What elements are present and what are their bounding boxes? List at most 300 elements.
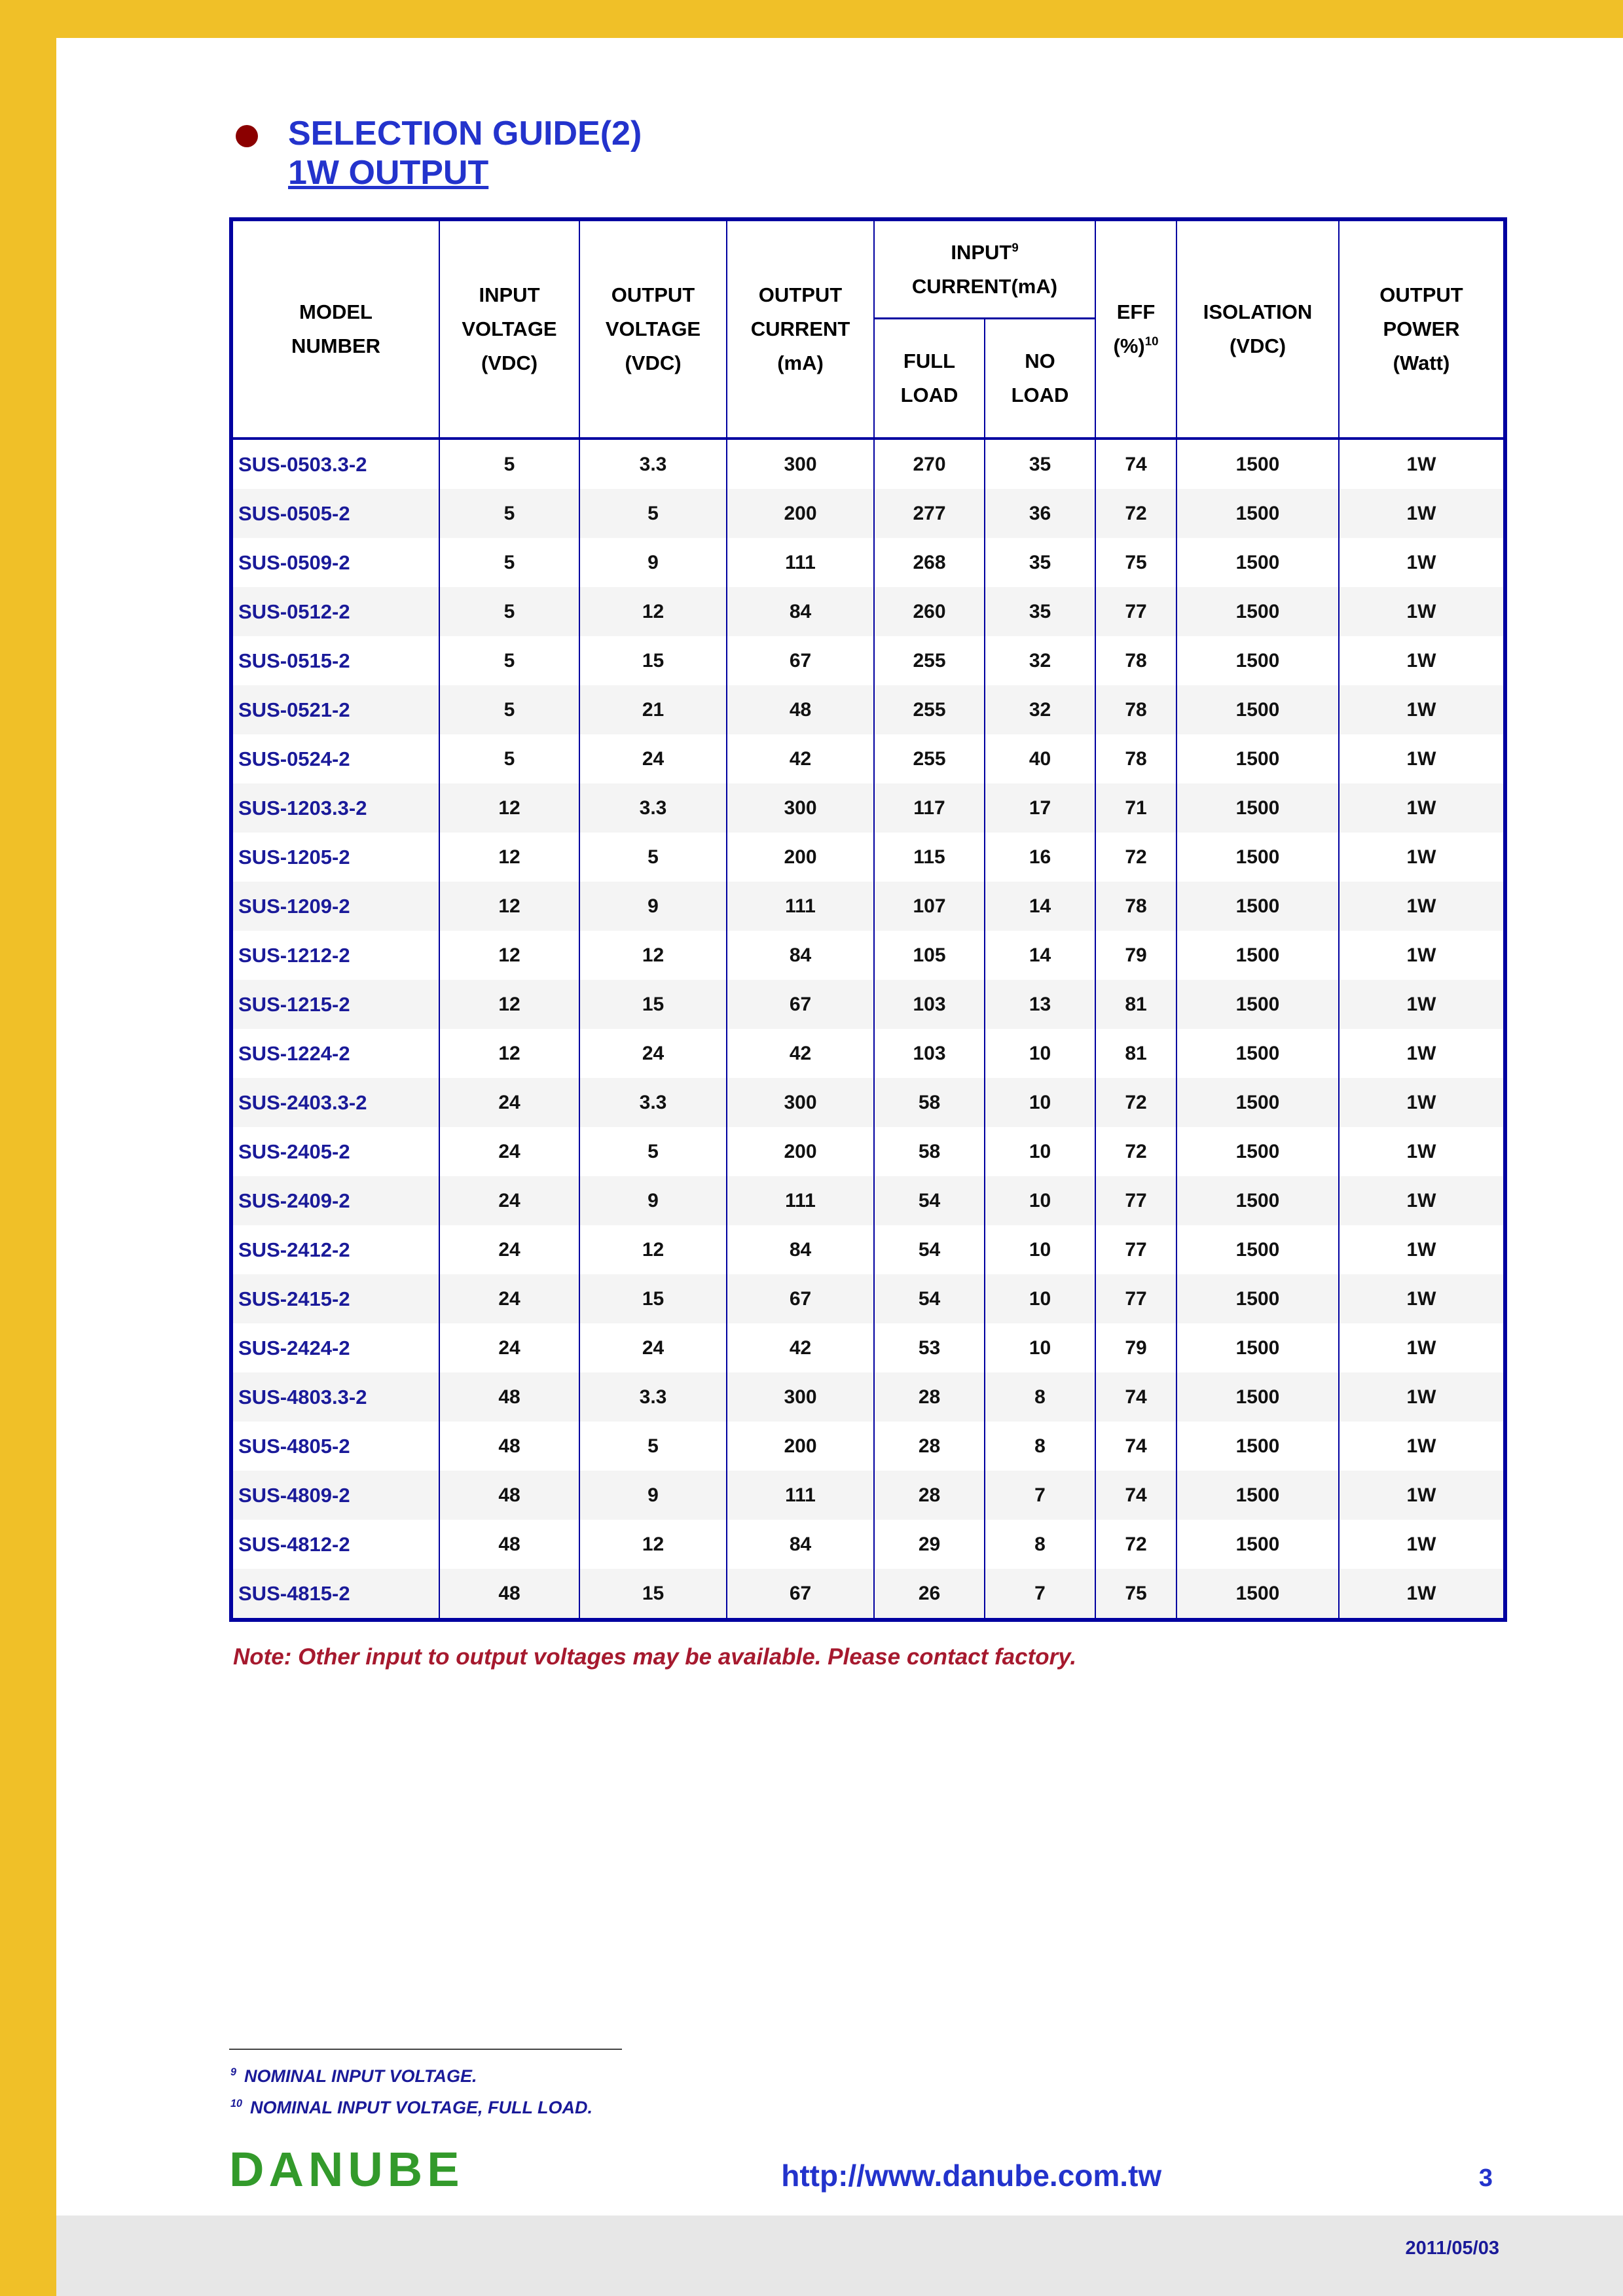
cell-model-number: SUS-0505-2	[233, 489, 440, 538]
cell-input-current-no-load: 8	[985, 1372, 1096, 1422]
cell-output-power: 1W	[1406, 1189, 1436, 1211]
cell-output-power: 1W	[1406, 1042, 1436, 1064]
danube-logo: DANUBE	[229, 2142, 464, 2197]
cell-output-current: 111	[727, 1471, 875, 1520]
cell-output-power: 1W	[1406, 1091, 1436, 1113]
cell-input-current-no-load: 35	[985, 587, 1096, 636]
cell-output-power: 1W	[1406, 600, 1436, 622]
cell-input-current-full-load: 53	[875, 1323, 985, 1372]
cell-input-voltage: 12	[440, 833, 580, 882]
cell-output-power: 1W	[1406, 551, 1436, 573]
cell-input-voltage: 5	[440, 685, 580, 734]
table-row	[233, 1225, 1503, 1274]
cell-input-current-no-load: 10	[985, 1029, 1096, 1078]
cell-input-voltage: 24	[440, 1274, 580, 1323]
cell-eff: 81	[1096, 980, 1177, 1029]
header-input-voltage	[440, 221, 580, 437]
cell-output-voltage: 15	[580, 1569, 727, 1618]
header-line: LOAD	[1011, 384, 1069, 406]
cell-isolation: 1500	[1177, 1176, 1340, 1225]
cell-input-current-no-load: 32	[985, 636, 1096, 685]
cell-input-current-no-load: 10	[985, 1127, 1096, 1176]
header-line: OUTPUT	[611, 283, 695, 306]
cell-output-voltage: 12	[580, 1225, 727, 1274]
table-row	[233, 931, 1503, 980]
cell-output-voltage: 3.3	[580, 440, 727, 489]
header-line: INPUT	[479, 283, 540, 306]
cell-input-current-no-load: 13	[985, 980, 1096, 1029]
cell-model-number: SUS-2409-2	[233, 1176, 440, 1225]
cell-output-power: 1W	[1406, 895, 1436, 917]
revision-date: 2011/05/03	[1405, 2238, 1499, 2259]
footnote-text: NOMINAL INPUT VOLTAGE, FULL LOAD.	[250, 2098, 593, 2117]
header-model-number	[233, 221, 440, 437]
cell-isolation: 1500	[1177, 1127, 1340, 1176]
cell-model-number: SUS-2405-2	[233, 1127, 440, 1176]
table-row	[233, 1127, 1503, 1176]
cell-model-number: SUS-1203.3-2	[233, 783, 440, 833]
header-line: EFF	[1116, 300, 1156, 323]
cell-output-voltage: 24	[580, 1323, 727, 1372]
cell-input-current-no-load: 10	[985, 1176, 1096, 1225]
cell-model-number: SUS-0515-2	[233, 636, 440, 685]
cell-input-current-full-load: 255	[875, 734, 985, 783]
cell-output-voltage: 24	[580, 734, 727, 783]
cell-input-current-full-load: 54	[875, 1176, 985, 1225]
cell-output-power: 1W	[1406, 1287, 1436, 1310]
header-line: LOAD	[900, 384, 958, 406]
cell-isolation: 1500	[1177, 931, 1340, 980]
header-full-load	[875, 319, 985, 437]
cell-input-current-full-load: 58	[875, 1078, 985, 1127]
cell-eff: 78	[1096, 636, 1177, 685]
cell-isolation: 1500	[1177, 833, 1340, 882]
footnote-marker: 10	[230, 2098, 243, 2109]
cell-eff: 78	[1096, 734, 1177, 783]
cell-input-voltage: 5	[440, 538, 580, 587]
cell-output-voltage: 5	[580, 1127, 727, 1176]
cell-output-voltage: 12	[580, 587, 727, 636]
cell-input-voltage: 12	[440, 931, 580, 980]
page-frame-left	[0, 0, 56, 2296]
cell-input-voltage: 24	[440, 1127, 580, 1176]
cell-model-number: SUS-0509-2	[233, 538, 440, 587]
cell-eff: 79	[1096, 1323, 1177, 1372]
cell-input-current-no-load: 16	[985, 833, 1096, 882]
header-line: OUTPUT	[758, 283, 843, 306]
cell-model-number: SUS-1205-2	[233, 833, 440, 882]
cell-isolation: 1500	[1177, 440, 1340, 489]
cell-input-current-no-load: 10	[985, 1274, 1096, 1323]
table-header	[233, 221, 1503, 440]
cell-input-current-full-load: 105	[875, 931, 985, 980]
table-row	[233, 882, 1503, 931]
cell-output-current: 111	[727, 882, 875, 931]
cell-eff: 74	[1096, 1372, 1177, 1422]
cell-input-voltage: 24	[440, 1225, 580, 1274]
cell-model-number: SUS-0524-2	[233, 734, 440, 783]
table-row	[233, 1029, 1503, 1078]
cell-model-number: SUS-0521-2	[233, 685, 440, 734]
header-line: VOLTAGE	[462, 317, 557, 340]
cell-isolation: 1500	[1177, 1520, 1340, 1569]
cell-model-number: SUS-1215-2	[233, 980, 440, 1029]
bottom-band	[56, 2215, 1623, 2296]
cell-output-current: 67	[727, 980, 875, 1029]
cell-input-voltage: 24	[440, 1078, 580, 1127]
cell-input-voltage: 12	[440, 783, 580, 833]
cell-input-current-full-load: 54	[875, 1274, 985, 1323]
cell-eff: 72	[1096, 489, 1177, 538]
cell-output-current: 300	[727, 783, 875, 833]
cell-output-voltage: 15	[580, 1274, 727, 1323]
cell-eff: 72	[1096, 1078, 1177, 1127]
cell-output-voltage: 15	[580, 636, 727, 685]
cell-model-number: SUS-2415-2	[233, 1274, 440, 1323]
cell-isolation: 1500	[1177, 783, 1340, 833]
cell-model-number: SUS-4812-2	[233, 1520, 440, 1569]
cell-input-current-full-load: 26	[875, 1569, 985, 1618]
table-row	[233, 1471, 1503, 1520]
cell-isolation: 1500	[1177, 636, 1340, 685]
cell-input-current-no-load: 35	[985, 440, 1096, 489]
cell-output-voltage: 15	[580, 980, 727, 1029]
cell-output-power: 1W	[1406, 1582, 1436, 1604]
table-row	[233, 538, 1503, 587]
cell-output-power: 1W	[1406, 993, 1436, 1015]
cell-model-number: SUS-1209-2	[233, 882, 440, 931]
cell-input-current-full-load: 28	[875, 1422, 985, 1471]
cell-input-current-full-load: 58	[875, 1127, 985, 1176]
cell-input-current-no-load: 14	[985, 931, 1096, 980]
cell-isolation: 1500	[1177, 538, 1340, 587]
cell-output-power: 1W	[1406, 649, 1436, 672]
cell-input-current-no-load: 10	[985, 1078, 1096, 1127]
cell-output-current: 48	[727, 685, 875, 734]
cell-input-current-full-load: 115	[875, 833, 985, 882]
table-row	[233, 980, 1503, 1029]
cell-eff: 75	[1096, 538, 1177, 587]
bullet-icon	[236, 125, 258, 147]
titles	[288, 115, 642, 193]
cell-eff: 77	[1096, 1274, 1177, 1323]
cell-eff: 74	[1096, 1471, 1177, 1520]
cell-input-current-full-load: 260	[875, 587, 985, 636]
table-row	[233, 1323, 1503, 1372]
footnote-divider	[229, 2049, 622, 2050]
cell-input-current-no-load: 36	[985, 489, 1096, 538]
cell-output-current: 42	[727, 1323, 875, 1372]
website-link[interactable]: http://www.danube.com.tw	[781, 2159, 1162, 2193]
cell-model-number: SUS-4803.3-2	[233, 1372, 440, 1422]
cell-input-voltage: 12	[440, 882, 580, 931]
cell-output-current: 67	[727, 1274, 875, 1323]
cell-input-current-no-load: 40	[985, 734, 1096, 783]
cell-output-current: 111	[727, 538, 875, 587]
cell-output-voltage: 12	[580, 1520, 727, 1569]
cell-model-number: SUS-4805-2	[233, 1422, 440, 1471]
table-row	[233, 1520, 1503, 1569]
table-row	[233, 685, 1503, 734]
cell-eff: 81	[1096, 1029, 1177, 1078]
cell-input-voltage: 5	[440, 440, 580, 489]
cell-isolation: 1500	[1177, 1372, 1340, 1422]
header-line: (Watt)	[1393, 351, 1450, 374]
cell-output-current: 42	[727, 734, 875, 783]
selection-table	[229, 217, 1507, 1622]
cell-isolation: 1500	[1177, 980, 1340, 1029]
cell-input-current-no-load: 7	[985, 1471, 1096, 1520]
table-row	[233, 1422, 1503, 1471]
table-row	[233, 1569, 1503, 1618]
note-text: Note: Other input to output voltages may be available. Please contact factory.	[233, 1644, 1077, 1670]
cell-output-current: 84	[727, 587, 875, 636]
cell-input-current-no-load: 7	[985, 1569, 1096, 1618]
footnote-marker: 9	[230, 2066, 237, 2078]
header-output-power	[1340, 221, 1503, 437]
table-row	[233, 833, 1503, 882]
cell-eff: 74	[1096, 440, 1177, 489]
cell-output-voltage: 5	[580, 1422, 727, 1471]
cell-output-current: 67	[727, 636, 875, 685]
header-output-current	[727, 221, 875, 437]
cell-input-current-full-load: 28	[875, 1372, 985, 1422]
cell-isolation: 1500	[1177, 1029, 1340, 1078]
header-input-current-group	[875, 221, 1096, 437]
cell-output-voltage: 9	[580, 1176, 727, 1225]
cell-eff: 72	[1096, 1520, 1177, 1569]
table-row	[233, 587, 1503, 636]
cell-input-current-full-load: 255	[875, 636, 985, 685]
header-line: CURRENT(mA)	[911, 274, 1058, 298]
header-line	[1114, 329, 1159, 363]
cell-input-voltage: 5	[440, 489, 580, 538]
cell-output-voltage: 9	[580, 882, 727, 931]
cell-eff: 74	[1096, 1422, 1177, 1471]
header-line: NUMBER	[291, 334, 381, 357]
cell-input-current-full-load: 117	[875, 783, 985, 833]
cell-input-current-no-load: 10	[985, 1323, 1096, 1372]
cell-model-number: SUS-2403.3-2	[233, 1078, 440, 1127]
cell-input-current-full-load: 277	[875, 489, 985, 538]
cell-input-voltage: 24	[440, 1176, 580, 1225]
cell-isolation: 1500	[1177, 587, 1340, 636]
cell-input-voltage: 5	[440, 636, 580, 685]
cell-input-current-no-load: 35	[985, 538, 1096, 587]
page-footer	[229, 2142, 1502, 2197]
cell-output-power: 1W	[1406, 1238, 1436, 1261]
table-row	[233, 440, 1503, 489]
header-line	[951, 236, 1018, 270]
header-line: (mA)	[777, 351, 824, 374]
cell-output-current: 300	[727, 440, 875, 489]
page-subtitle: 1W OUTPUT	[288, 153, 489, 192]
cell-output-current: 200	[727, 833, 875, 882]
cell-model-number: SUS-0503.3-2	[233, 440, 440, 489]
cell-output-voltage: 21	[580, 685, 727, 734]
cell-isolation: 1500	[1177, 1569, 1340, 1618]
page-title: SELECTION GUIDE(2)	[288, 115, 642, 152]
header-text: INPUT	[951, 240, 1012, 264]
cell-eff: 75	[1096, 1569, 1177, 1618]
cell-model-number: SUS-4809-2	[233, 1471, 440, 1520]
cell-output-current: 300	[727, 1372, 875, 1422]
cell-input-current-no-load: 32	[985, 685, 1096, 734]
table-row	[233, 1372, 1503, 1422]
cell-output-current: 200	[727, 1127, 875, 1176]
cell-input-voltage: 48	[440, 1471, 580, 1520]
cell-eff: 77	[1096, 587, 1177, 636]
cell-eff: 72	[1096, 833, 1177, 882]
cell-eff: 78	[1096, 685, 1177, 734]
cell-output-power: 1W	[1406, 502, 1436, 524]
cell-output-power: 1W	[1406, 747, 1436, 770]
cell-model-number: SUS-0512-2	[233, 587, 440, 636]
cell-model-number: SUS-1212-2	[233, 931, 440, 980]
footnote-ref-10: 10	[1144, 334, 1159, 348]
cell-input-current-no-load: 8	[985, 1422, 1096, 1471]
cell-output-voltage: 5	[580, 833, 727, 882]
cell-output-power: 1W	[1406, 698, 1436, 721]
table-row	[233, 734, 1503, 783]
header-line: ISOLATION	[1203, 300, 1313, 323]
header-line: OUTPUT	[1379, 283, 1463, 306]
table-row	[233, 1176, 1503, 1225]
cell-output-current: 300	[727, 1078, 875, 1127]
cell-input-voltage: 12	[440, 1029, 580, 1078]
cell-output-power: 1W	[1406, 1484, 1436, 1506]
header-no-load	[985, 319, 1095, 437]
cell-input-current-full-load: 54	[875, 1225, 985, 1274]
cell-eff: 77	[1096, 1176, 1177, 1225]
footnote-9	[230, 2060, 593, 2092]
footnote-10	[230, 2092, 593, 2123]
footnote-text: NOMINAL INPUT VOLTAGE.	[244, 2066, 477, 2086]
header-text: (%)	[1113, 334, 1145, 357]
title-block	[236, 115, 642, 193]
header-isolation	[1177, 221, 1340, 437]
cell-output-voltage: 5	[580, 489, 727, 538]
cell-input-current-full-load: 103	[875, 1029, 985, 1078]
cell-eff: 78	[1096, 882, 1177, 931]
table-body	[233, 440, 1503, 1618]
cell-isolation: 1500	[1177, 1274, 1340, 1323]
cell-input-current-no-load: 8	[985, 1520, 1096, 1569]
cell-isolation: 1500	[1177, 489, 1340, 538]
header-line: FULL	[903, 350, 956, 372]
cell-output-voltage: 12	[580, 931, 727, 980]
table-row	[233, 783, 1503, 833]
table-row	[233, 1274, 1503, 1323]
header-line: MODEL	[299, 300, 373, 323]
header-line: VOLTAGE	[605, 317, 701, 340]
cell-output-power: 1W	[1406, 1435, 1436, 1457]
cell-isolation: 1500	[1177, 1225, 1340, 1274]
header-line: (VDC)	[1229, 334, 1286, 357]
cell-input-current-no-load: 17	[985, 783, 1096, 833]
table-row	[233, 489, 1503, 538]
cell-output-current: 200	[727, 489, 875, 538]
cell-input-voltage: 5	[440, 734, 580, 783]
cell-output-current: 111	[727, 1176, 875, 1225]
cell-output-power: 1W	[1406, 1386, 1436, 1408]
cell-input-current-no-load: 10	[985, 1225, 1096, 1274]
cell-model-number: SUS-2424-2	[233, 1323, 440, 1372]
cell-isolation: 1500	[1177, 734, 1340, 783]
header-output-voltage	[580, 221, 727, 437]
header-line: NO	[1025, 350, 1055, 372]
cell-output-voltage: 3.3	[580, 1078, 727, 1127]
cell-output-power: 1W	[1406, 797, 1436, 819]
cell-input-voltage: 48	[440, 1520, 580, 1569]
cell-eff: 72	[1096, 1127, 1177, 1176]
cell-output-power: 1W	[1406, 1336, 1436, 1359]
cell-output-voltage: 9	[580, 538, 727, 587]
cell-output-current: 84	[727, 1225, 875, 1274]
page-frame-top	[0, 0, 1623, 38]
header-eff	[1096, 221, 1177, 437]
cell-output-current: 84	[727, 931, 875, 980]
cell-output-current: 67	[727, 1569, 875, 1618]
cell-input-current-full-load: 107	[875, 882, 985, 931]
cell-input-voltage: 48	[440, 1569, 580, 1618]
cell-isolation: 1500	[1177, 1422, 1340, 1471]
cell-output-power: 1W	[1406, 1140, 1436, 1162]
cell-isolation: 1500	[1177, 1471, 1340, 1520]
cell-output-current: 200	[727, 1422, 875, 1471]
cell-model-number: SUS-2412-2	[233, 1225, 440, 1274]
cell-isolation: 1500	[1177, 1323, 1340, 1372]
cell-input-voltage: 48	[440, 1372, 580, 1422]
cell-eff: 71	[1096, 783, 1177, 833]
header-line: POWER	[1383, 317, 1460, 340]
cell-isolation: 1500	[1177, 685, 1340, 734]
cell-output-voltage: 3.3	[580, 1372, 727, 1422]
cell-input-voltage: 12	[440, 980, 580, 1029]
cell-input-current-full-load: 255	[875, 685, 985, 734]
header-line: (VDC)	[625, 351, 682, 374]
cell-input-current-full-load: 28	[875, 1471, 985, 1520]
cell-input-current-full-load: 270	[875, 440, 985, 489]
cell-isolation: 1500	[1177, 882, 1340, 931]
cell-input-current-full-load: 268	[875, 538, 985, 587]
cell-input-voltage: 24	[440, 1323, 580, 1372]
cell-output-voltage: 3.3	[580, 783, 727, 833]
table-row	[233, 1078, 1503, 1127]
cell-output-voltage: 24	[580, 1029, 727, 1078]
cell-input-current-full-load: 29	[875, 1520, 985, 1569]
cell-output-power: 1W	[1406, 453, 1436, 475]
cell-model-number: SUS-4815-2	[233, 1569, 440, 1618]
header-input-current	[875, 221, 1095, 319]
cell-output-power: 1W	[1406, 1533, 1436, 1555]
header-line: CURRENT	[750, 317, 850, 340]
cell-eff: 79	[1096, 931, 1177, 980]
cell-output-current: 42	[727, 1029, 875, 1078]
cell-output-power: 1W	[1406, 846, 1436, 868]
header-line: (VDC)	[481, 351, 538, 374]
cell-input-current-full-load: 103	[875, 980, 985, 1029]
table-row	[233, 636, 1503, 685]
cell-model-number: SUS-1224-2	[233, 1029, 440, 1078]
cell-output-power: 1W	[1406, 944, 1436, 966]
footnotes	[230, 2060, 593, 2123]
cell-output-voltage: 9	[580, 1471, 727, 1520]
cell-input-current-no-load: 14	[985, 882, 1096, 931]
cell-eff: 77	[1096, 1225, 1177, 1274]
header-input-current-subcolumns	[875, 319, 1095, 437]
page-number: 3	[1478, 2164, 1493, 2192]
